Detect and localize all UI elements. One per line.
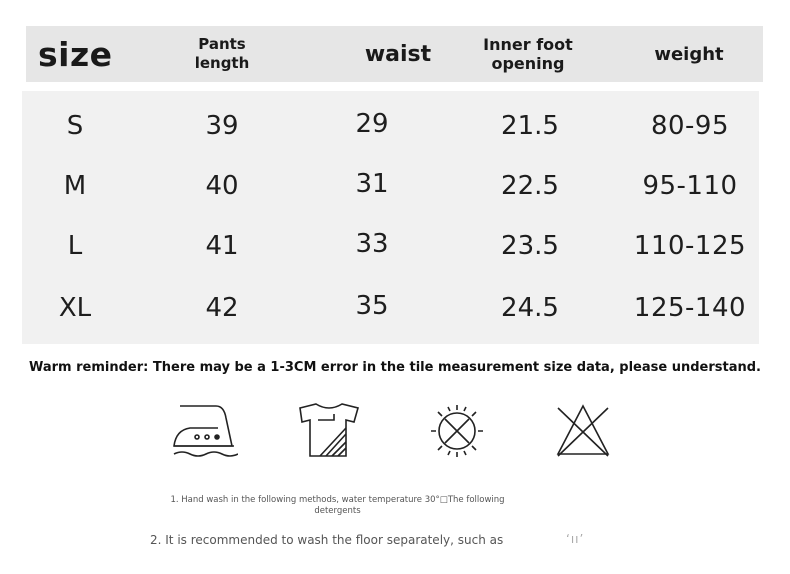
- cell-inner-foot-opening: 21.5: [501, 111, 559, 141]
- care-note-2: 2. It is recommended to wash the floor separately, such as: [150, 533, 504, 547]
- header-weight: weight: [654, 43, 724, 65]
- cell-inner-foot-opening: 22.5: [501, 171, 559, 201]
- header-inner-foot-opening-text: Inner foot opening: [483, 35, 573, 73]
- cell-weight: 95-110: [642, 171, 738, 201]
- table-row: [22, 216, 759, 276]
- cell-pants-length: 42: [205, 293, 239, 323]
- no-tumble-dry-sun-icon: [424, 400, 490, 462]
- header-inner-foot-opening: [458, 26, 598, 82]
- shirt-hand-wash-icon: [296, 400, 362, 462]
- table-row: [22, 156, 759, 216]
- cell-pants-length: 40: [205, 171, 239, 201]
- cell-size: S: [66, 111, 84, 141]
- cell-inner-foot-opening: 24.5: [501, 293, 559, 323]
- size-table-header: [26, 26, 763, 82]
- cell-size: M: [63, 171, 87, 201]
- size-table-body: [22, 91, 759, 344]
- header-pants-length-text: Pants length: [194, 35, 250, 72]
- cell-waist: 31: [355, 169, 389, 199]
- cell-waist: 29: [355, 109, 389, 139]
- cell-weight: 110-125: [633, 231, 747, 261]
- cell-pants-length: 41: [205, 231, 239, 261]
- iron-low-heat-icon: [172, 400, 238, 462]
- cell-waist: 33: [355, 229, 389, 259]
- cell-weight: 80-95: [650, 111, 730, 141]
- header-waist: waist: [364, 41, 432, 67]
- cell-size: L: [67, 231, 83, 261]
- header-pants-length: [176, 26, 268, 82]
- cell-weight: 125-140: [633, 293, 747, 323]
- table-row: [22, 96, 759, 156]
- faint-marks: ‘ıı’: [566, 532, 585, 546]
- cell-inner-foot-opening: 23.5: [501, 231, 559, 261]
- no-bleach-icon: [550, 400, 616, 462]
- cell-pants-length: 39: [205, 111, 239, 141]
- care-note-1: 1. Hand wash in the following methods, water temperature 30°□The following detergents: [170, 495, 505, 516]
- header-size: size: [38, 34, 113, 74]
- table-row: [22, 278, 759, 338]
- cell-waist: 35: [355, 291, 389, 321]
- warm-reminder: Warm reminder: There may be a 1-3CM error in the tile measurement size data, please understand.: [29, 360, 761, 375]
- cell-size: XL: [58, 293, 92, 323]
